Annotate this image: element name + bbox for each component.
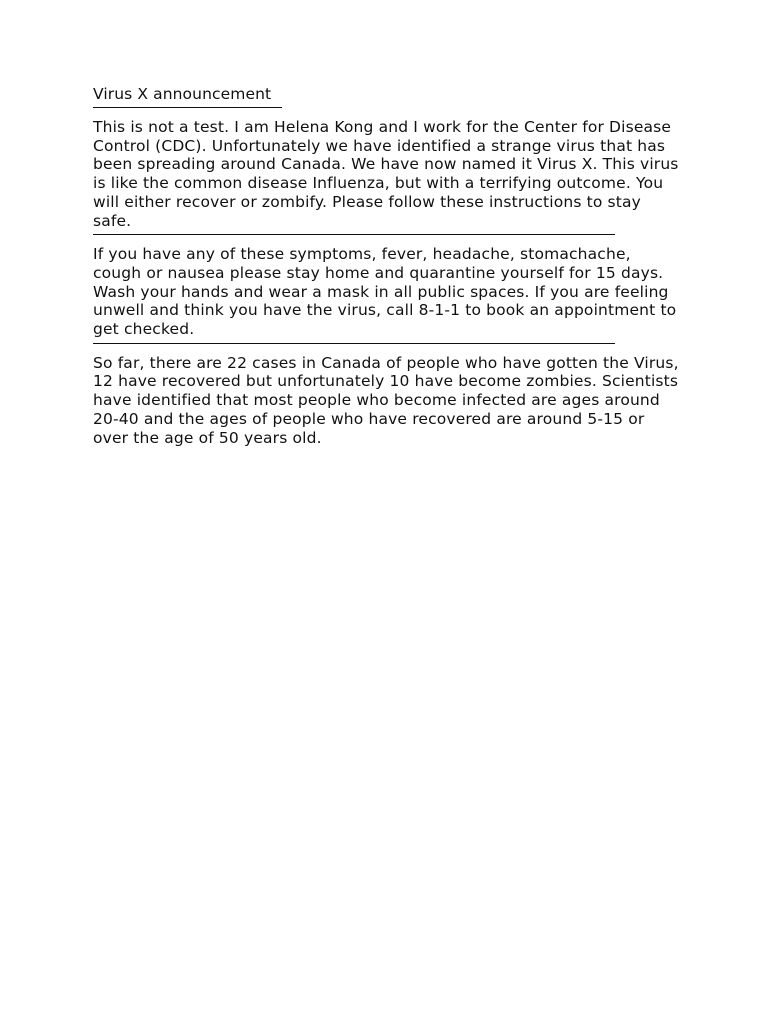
intro-paragraph: This is not a test. I am Helena Kong and I work for the Center for Disease Control (CDC). Unfortunately we have identified a strange virus that has been spreading around Canada. We have now named it Virus X. This virus is like the common disease Influenza, but with a terrifying outcome. You will either recover or zombify. Please follow these instructions to stay safe. <box>93 118 679 230</box>
section-divider <box>93 234 615 235</box>
section-divider <box>93 343 615 344</box>
symptoms-paragraph: If you have any of these symptoms, fever, headache, stomachache, cough or nausea please stay home and quarantine yourself for 15 days. Wash your hands and wear a mask in all public spaces. If you are feeling unwell and think you have the virus, call 8-1-1 to book an appointment to get checked. <box>93 245 677 339</box>
document-title: Virus X announcement <box>93 85 272 103</box>
document-page <box>93 85 693 447</box>
title-divider <box>93 107 282 108</box>
cases-paragraph: So far, there are 22 cases in Canada of people who have gotten the Virus, 12 have recovered but unfortunately 10 have become zombies. Scientists have identified that most people who become infected are ages around 20-40 and the ages of people who have recovered are around 5-15 or over the age of 50 years old. <box>93 353 679 447</box>
